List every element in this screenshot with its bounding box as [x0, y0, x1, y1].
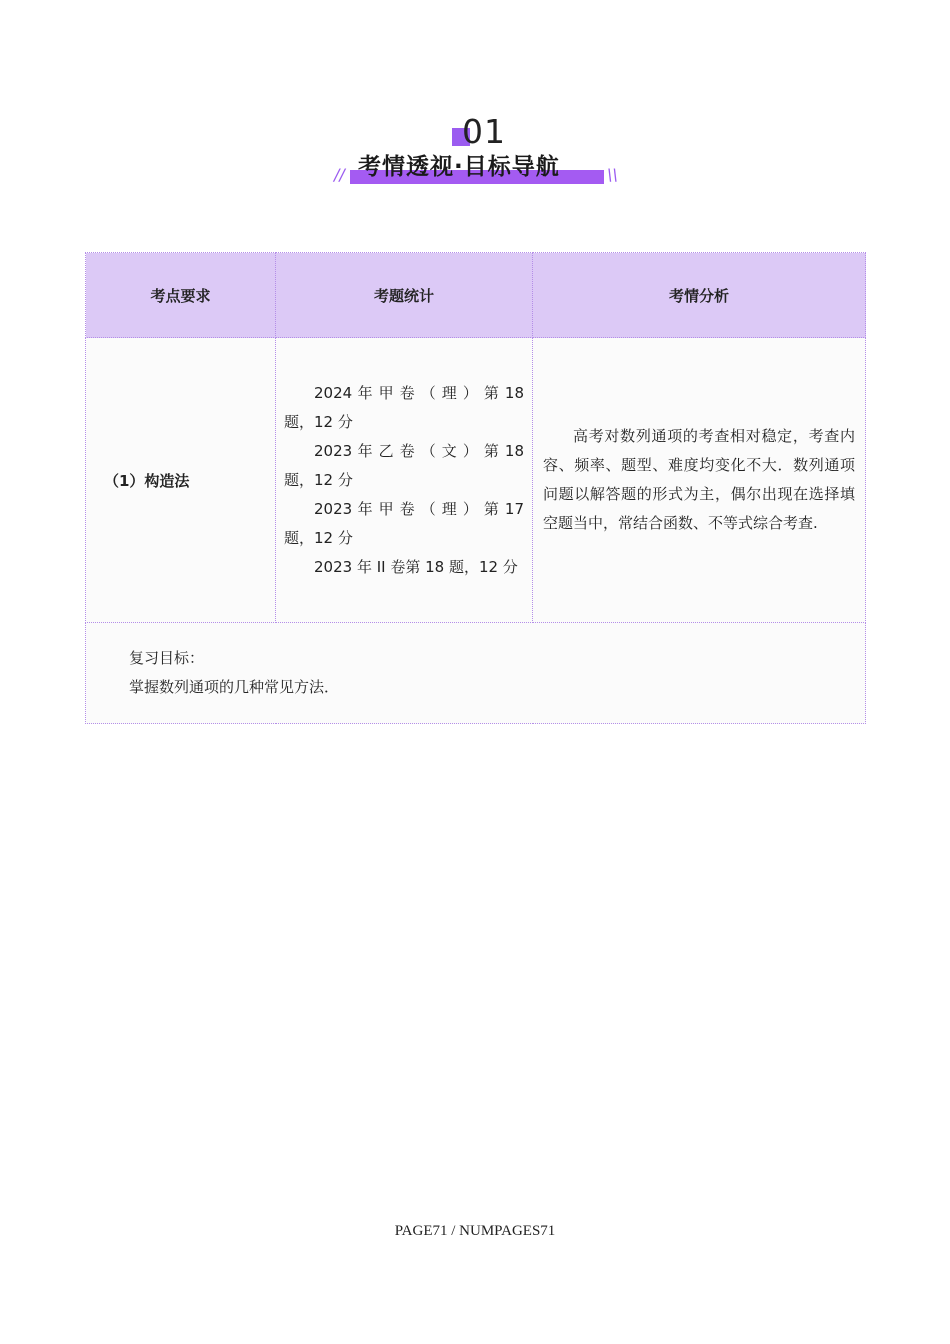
- column-header-stats: 考题统计: [276, 253, 533, 338]
- stats-line: 2023 年 乙 卷 （ 文 ） 第 18 题，12 分: [284, 441, 524, 489]
- analysis-cell: [533, 338, 866, 623]
- slash-decoration-left: //: [334, 165, 345, 184]
- goal-text: 掌握数列通项的几种常见方法．: [129, 678, 340, 696]
- table-header-row: [86, 253, 866, 338]
- column-header-requirement: 考点要求: [86, 253, 276, 338]
- stats-cell: [276, 338, 533, 623]
- slash-decoration-right: \\: [607, 165, 618, 184]
- column-header-analysis: 考情分析: [533, 253, 866, 338]
- goal-label: 复习目标：: [129, 649, 205, 667]
- goal-cell: [86, 623, 866, 724]
- section-title: 考情透视·目标导航: [358, 154, 560, 180]
- section-heading: [0, 108, 950, 198]
- page-footer: PAGE71 / NUMPAGES71: [394, 1223, 556, 1239]
- section-number: 01: [462, 112, 506, 151]
- requirement-cell: （1）构造法: [86, 338, 276, 623]
- stats-line: 2024 年 甲 卷 （ 理 ） 第 18 题，12 分: [284, 383, 524, 431]
- stats-line: 2023 年 甲 卷 （ 理 ） 第 17 题，12 分: [284, 499, 524, 547]
- analysis-text: 高考对数列通项的考查相对稳定，考查内容、频率、题型、难度均变化不大．数列通项问题以解答题的形式为主，偶尔出现在选择填空题当中，常结合函数、不等式综合考查.: [543, 427, 855, 532]
- table-row: [86, 338, 866, 623]
- stats-line: 2023 年 II 卷第 18 题，12 分: [314, 557, 518, 576]
- goal-row: [86, 623, 866, 724]
- exam-analysis-table: [85, 252, 866, 724]
